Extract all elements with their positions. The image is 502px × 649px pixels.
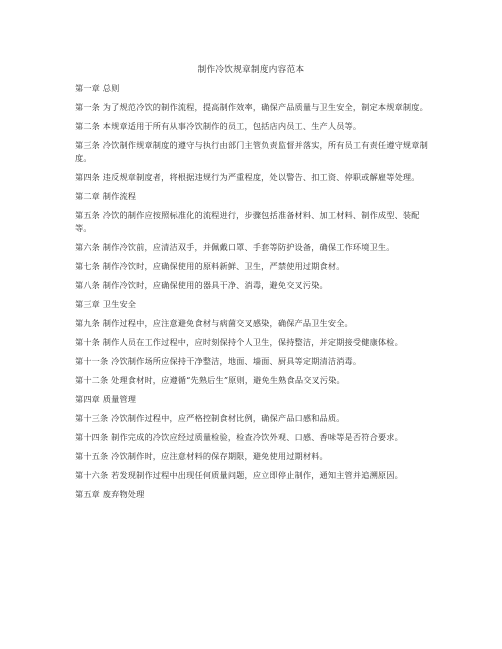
chapter-heading: 第二章 制作流程: [75, 191, 137, 201]
article-paragraph: 第六条 制作冷饮前，应清洁双手，并佩戴口罩、手套等防护设备，确保工作环境卫生。: [75, 242, 395, 252]
article-paragraph: 第十二条 处理食材时，应遵循“先熟后生”原则，避免生熟食品交叉污染。: [75, 375, 345, 385]
article-paragraph: 第十条 制作人员在工作过程中，应时刻保持个人卫生，保持整洁，并定期接受健康体检。: [75, 337, 403, 347]
chapter-heading: 第五章 废弃物处理: [75, 489, 145, 499]
article-paragraph: 第十六条 若发现制作过程中出现任何质量问题，应立即停止制作，通知主管并追溯原因。: [75, 470, 403, 480]
article-paragraph: 第二条 本规章适用于所有从事冷饮制作的员工，包括店内员工、生产人员等。: [75, 121, 362, 131]
article-paragraph: 第十四条 制作完成的冷饮应经过质量检验，检查冷饮外观、口感、香味等是否符合要求。: [75, 432, 403, 442]
article-paragraph: 第三条 冷饮制作规章制度的遵守与执行由部门主管负责监督并落实，所有员工有责任遵守规章制度。: [75, 140, 428, 163]
article-paragraph: 第十一条 冷饮制作场所应保持干净整洁，地面、墙面、厨具等定期清洁消毒。: [75, 356, 362, 366]
document-title: 制作冷饮规章制度内容范本: [197, 65, 305, 75]
article-paragraph: 第十五条 冷饮制作时，应注意材料的保存期限，避免使用过期材料。: [75, 451, 328, 461]
document-body: [75, 82, 429, 507]
chapter-heading: 第三章 卫生安全: [75, 299, 137, 309]
article-paragraph: 第七条 制作冷饮时，应确保使用的原料新鲜、卫生，严禁使用过期食材。: [75, 261, 345, 271]
article-paragraph: 第四条 违反规章制度者，将根据违规行为严重程度，处以警告、扣工资、停职或解雇等处理。: [75, 172, 420, 182]
article-paragraph: 第九条 制作过程中，应注意避免食材与病菌交叉感染，确保产品卫生安全。: [75, 318, 353, 328]
chapter-heading: 第一章 总则: [75, 83, 120, 93]
chapter-heading: 第四章 质量管理: [75, 394, 137, 404]
article-paragraph: 第一条 为了规范冷饮的制作流程，提高制作效率，确保产品质量与卫生安全，制定本规章制度。: [75, 102, 428, 112]
article-paragraph: 第五条 冷饮的制作应按照标准化的流程进行，步骤包括准备材料、加工材料、制作成型、装配等。: [75, 210, 420, 233]
article-paragraph: 第十三条 冷饮制作过程中，应严格控制食材比例，确保产品口感和品质。: [75, 413, 345, 423]
article-paragraph: 第八条 制作冷饮时，应确保使用的器具干净、消毒，避免交叉污染。: [75, 280, 328, 290]
